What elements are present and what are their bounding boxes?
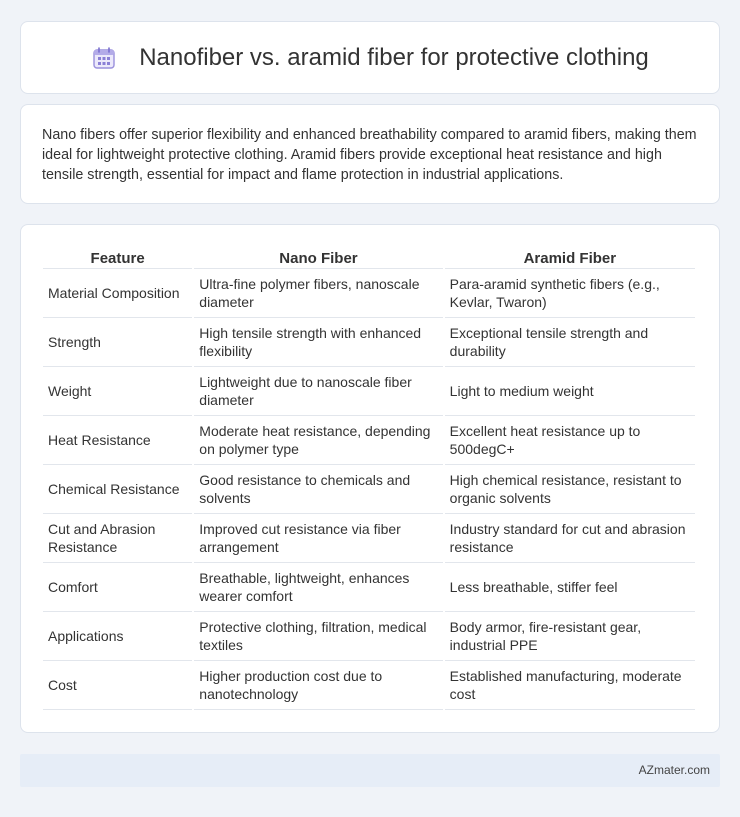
nano-fiber-cell: Ultra-fine polymer fibers, nanoscale diameter xyxy=(194,269,442,318)
table-row xyxy=(43,514,695,563)
aramid-fiber-cell: Industry standard for cut and abrasion resistance xyxy=(445,514,695,563)
nano-fiber-cell: Higher production cost due to nanotechnology xyxy=(194,661,442,710)
table-row xyxy=(43,661,695,710)
aramid-fiber-cell: Less breathable, stiffer feel xyxy=(445,563,695,612)
nano-fiber-cell: Protective clothing, filtration, medical textiles xyxy=(194,612,442,661)
feature-cell: Strength xyxy=(43,318,192,367)
aramid-fiber-cell: Body armor, fire-resistant gear, industrial PPE xyxy=(445,612,695,661)
aramid-fiber-cell: Light to medium weight xyxy=(445,367,695,416)
nano-fiber-cell: Moderate heat resistance, depending on polymer type xyxy=(194,416,442,465)
aramid-fiber-cell: Para-aramid synthetic fibers (e.g., Kevlar, Twaron) xyxy=(445,269,695,318)
table-row xyxy=(43,612,695,661)
comparison-table xyxy=(41,245,697,710)
feature-cell: Cost xyxy=(43,661,192,710)
nano-fiber-cell: Good resistance to chemicals and solvents xyxy=(194,465,442,514)
feature-cell: Material Composition xyxy=(43,269,192,318)
feature-cell: Chemical Resistance xyxy=(43,465,192,514)
comparison-card xyxy=(20,224,720,733)
table-row xyxy=(43,416,695,465)
aramid-fiber-cell: Excellent heat resistance up to 500degC+ xyxy=(445,416,695,465)
table-row xyxy=(43,563,695,612)
feature-cell: Comfort xyxy=(43,563,192,612)
aramid-fiber-cell: High chemical resistance, resistant to organic solvents xyxy=(445,465,695,514)
column-header-aramid-fiber: Aramid Fiber xyxy=(445,245,695,269)
table-row xyxy=(43,318,695,367)
footer xyxy=(20,754,720,787)
title-card xyxy=(20,21,720,94)
intro-card xyxy=(20,104,720,204)
nano-fiber-cell: Breathable, lightweight, enhances wearer comfort xyxy=(194,563,442,612)
feature-cell: Cut and Abrasion Resistance xyxy=(43,514,192,563)
column-header-nano-fiber: Nano Fiber xyxy=(194,245,442,269)
page-title: Nanofiber vs. aramid fiber for protective clothing xyxy=(139,43,649,71)
table-row xyxy=(43,269,695,318)
feature-cell: Weight xyxy=(43,367,192,416)
calendar-icon xyxy=(91,45,117,71)
nano-fiber-cell: Improved cut resistance via fiber arrangement xyxy=(194,514,442,563)
nano-fiber-cell: High tensile strength with enhanced flexibility xyxy=(194,318,442,367)
aramid-fiber-cell: Exceptional tensile strength and durability xyxy=(445,318,695,367)
table-row xyxy=(43,367,695,416)
table-row xyxy=(43,465,695,514)
aramid-fiber-cell: Established manufacturing, moderate cost xyxy=(445,661,695,710)
feature-cell: Heat Resistance xyxy=(43,416,192,465)
table-header-row xyxy=(43,245,695,269)
intro-paragraph: Nano fibers offer superior flexibility and enhanced breathability compared to aramid fibers, making them ideal for lightweight protective clothing. Aramid fibers provide exceptional heat resistance and high tensile strength, essential for impact and flame protection in industrial applications. xyxy=(42,127,697,183)
feature-cell: Applications xyxy=(43,612,192,661)
column-header-feature: Feature xyxy=(43,245,192,269)
nano-fiber-cell: Lightweight due to nanoscale fiber diameter xyxy=(194,367,442,416)
footer-brand-link[interactable]: AZmater.com xyxy=(638,763,710,777)
